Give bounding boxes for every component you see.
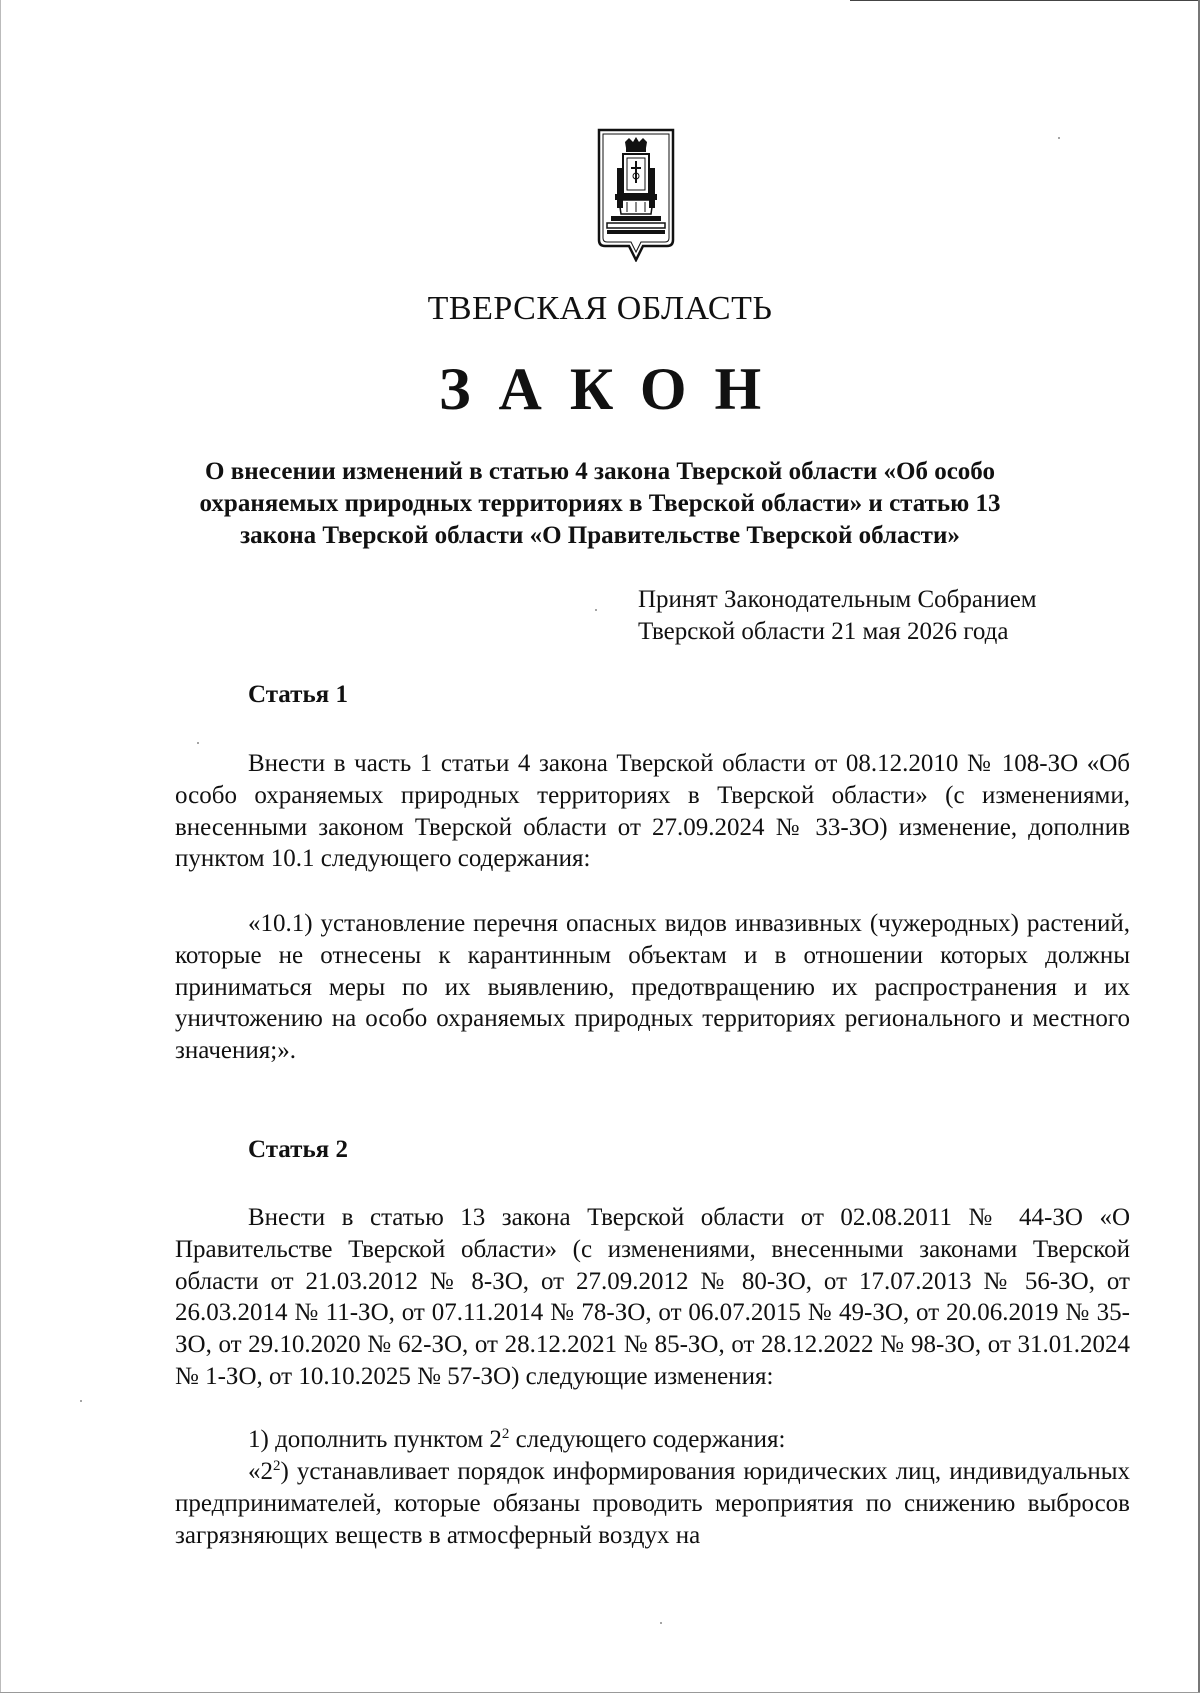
quote-open: «2 [248, 1458, 273, 1485]
article-2-paragraph: Внести в статью 13 закона Тверской области от 02.08.2011 № 44-ЗО «О Правительстве Тверской области» (с изменениями, внесенными законами Тверской области от 21.03.2012 № 8-ЗО, от 27.09.2012 № 80-ЗО, от 17.07.2013 № 56-ЗО, от 26.03.2014 № 11-ЗО, от 07.11.2014 № 78-ЗО, от 06.07.2015 № 49-ЗО, от 20.06.2019 № 35-ЗО, от 29.10.2020 № 62-ЗО, от 28.12.2021 № 85-ЗО, от 28.12.2022 № 98-ЗО, от 31.01.2024 № 1-ЗО, от 10.10.2025 № 57-ЗО) следующие изменения: [175, 1204, 1130, 1390]
document-type-title: ЗАКОН [438, 356, 790, 422]
article-2-item-1 [248, 1424, 785, 1456]
subject-line: охраняемых природных территориях в Тверской области» и статью 13 [199, 490, 1001, 517]
quote-text: ) устанавливает порядок информирования юридических лиц, индивидуальных предпринимателей, которые обязаны проводить мероприятия по снижению выбросов загрязняющих веществ в атмосферный воздух на [175, 1458, 1130, 1549]
article-1-quoted-item: «10.1) установление перечня опасных видов инвазивных (чужеродных) растений, которые не отнесены к карантинным объектам и в отношении которых должны приниматься меры по их выявлению, предотвращению их распространения и их уничтожению на особо охраняемых природных территориях регионального и местного значения;». [175, 910, 1130, 1065]
adoption-line: Тверской области 21 мая 2026 года [638, 618, 1009, 645]
item-1-superscript: 2 [501, 1426, 510, 1442]
quote-superscript: 2 [273, 1458, 281, 1474]
scan-edge [0, 0, 1, 1693]
subject-line: закона Тверской области «О Правительстве Тверской области» [240, 522, 960, 549]
region-name: ТВЕРСКАЯ ОБЛАСТЬ [427, 290, 773, 327]
scan-speck [595, 609, 597, 611]
adoption-line: Принят Законодательным Собранием [638, 586, 1037, 613]
subject-line: О внесении изменений в статью 4 закона Тверской области «Об особо [205, 458, 995, 485]
article-2-quoted-item [175, 1456, 1130, 1551]
article-1-heading: Статья 1 [248, 681, 348, 708]
item-1-suffix: следующего содержания: [509, 1426, 786, 1453]
article-1-paragraph: Внести в часть 1 статьи 4 закона Тверской области от 08.12.2010 № 108-ЗО «Об особо охраняемых природных территориях в Тверской области» (с изменениями, внесенными законом Тверской области от 27.09.2024 № 33-ЗО) изменение, дополнив пунктом 10.1 следующего содержания: [175, 750, 1130, 873]
scan-speck [660, 1622, 662, 1624]
item-1-prefix: 1) дополнить пунктом 2 [248, 1426, 502, 1453]
coat-of-arms-emblem [597, 128, 675, 262]
law-subject-title [170, 456, 1030, 552]
scan-speck [80, 1400, 82, 1402]
adoption-note [638, 584, 1037, 648]
scan-edge [850, 0, 1200, 1]
scan-speck [1058, 137, 1060, 139]
article-2-heading: Статья 2 [248, 1136, 348, 1163]
scan-speck [197, 742, 199, 744]
